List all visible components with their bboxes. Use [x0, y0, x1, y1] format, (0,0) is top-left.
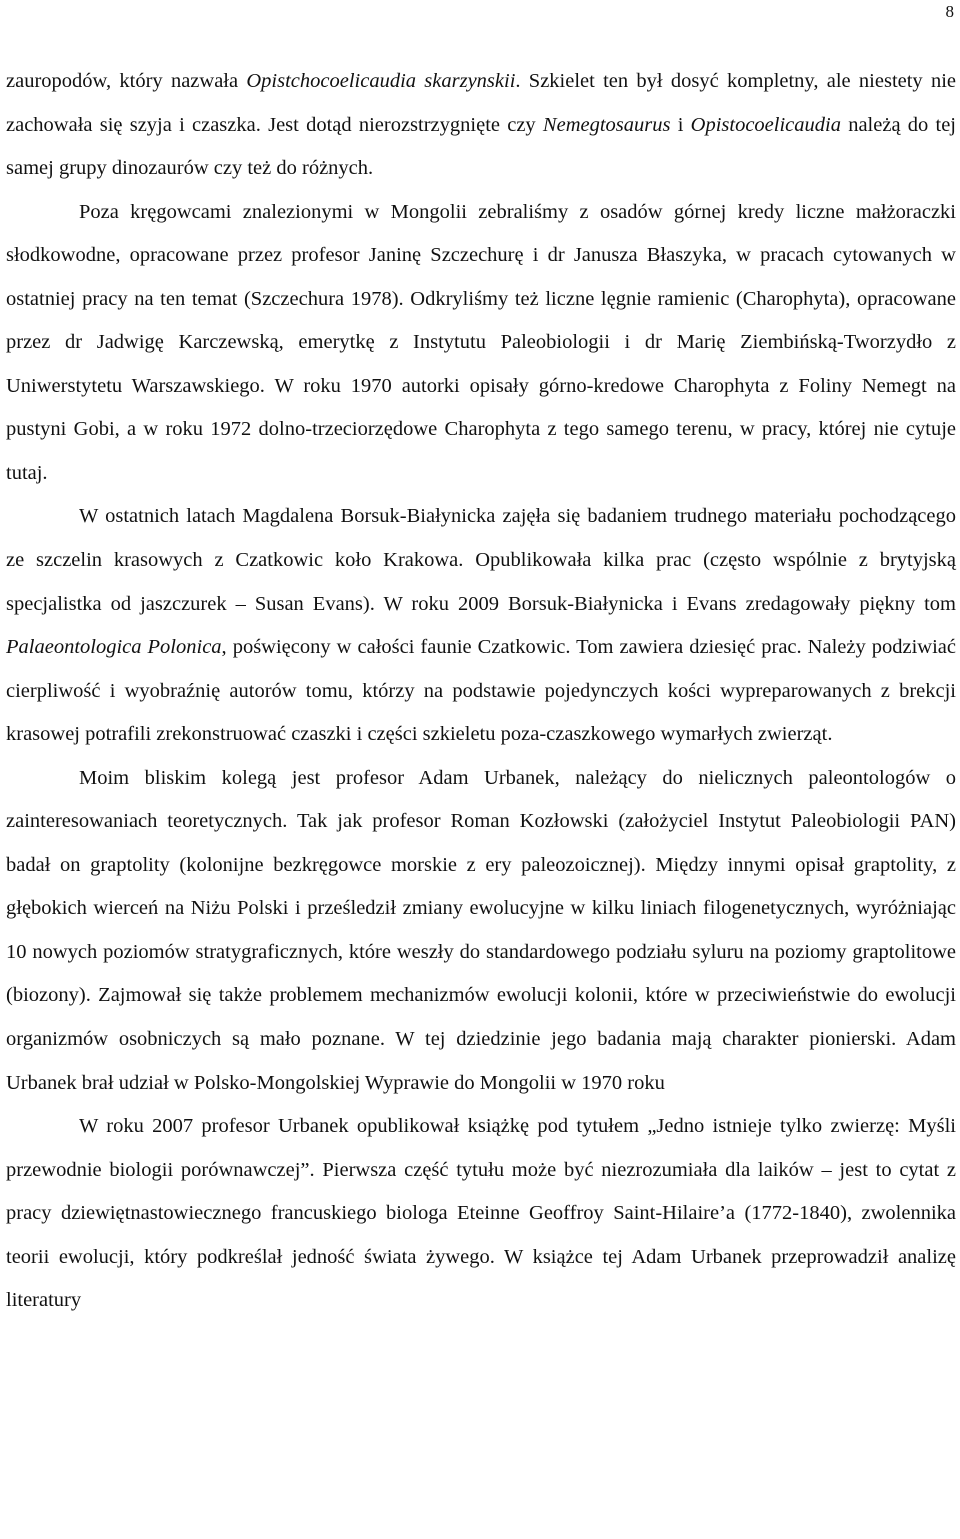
text-run: W ostatnich latach Magdalena Borsuk-Białynicka zajęła się badaniem trudnego materiału pochodzącego ze szczelin krasowych z Czatkowic koło Krakowa. Opublikowała kilka prac (często wspólnie z brytyjską specjalistka od jaszczurek – Susan Evans). W roku 2009 Borsuk-Białynicka i Evans zredagowały piękny tom: [6, 505, 956, 615]
text-run: i: [670, 113, 691, 136]
paragraph: [6, 191, 956, 496]
italic-text: Palaeontologica Polonica: [6, 636, 222, 659]
text-run: należą do tej samej grupy dinozaurów czy też do różnych.: [6, 113, 956, 180]
document-body: [6, 60, 956, 1323]
paragraph: [6, 60, 956, 191]
italic-text: Opistocoelicaudia: [690, 113, 841, 136]
text-run: Poza kręgowcami znalezionymi w Mongolii zebraliśmy z osadów górnej kredy liczne małżoraczki słodkowodne, opracowane przez profesor Janinę Szczechurę i dr Janusza Błaszyka, w pracach cytowanych w ostatniej pracy na ten temat (Szczechura 1978). Odkryliśmy też liczne lęgnie ramienic (Charophyta), opracowane przez dr Jadwigę Karczewską, emerytkę z Instytutu Paleobiologii i dr Marię Ziembińską-Tworzydło z Uniwerstytetu Warszawskiego. W roku 1970 autorki opisały górno-kredowe Charophyta z Foliny Nemegt na pustyni Gobi, a w roku 1972 dolno-trzeciorzędowe Charophyta z tego samego terenu, w pracy, której nie cytuje tutaj.: [6, 200, 956, 484]
italic-text: Opistchocoelicaudia skarzynskii: [246, 70, 516, 92]
text-run: zauropodów, który nazwała: [6, 70, 247, 92]
text-run: , poświęcony w całości faunie Czatkowic. Tom zawiera dziesięć prac. Należy podziwiać cierpliwość i wyobraźnię autorów tomu, którzy na podstawie pojedynczych kości wypreparowanych z brekcji krasowej potrafili zrekonstruować czaszki i części szkieletu poza-czaszkowego wymarłych zwierząt.: [6, 636, 956, 746]
paragraph: [6, 1105, 956, 1323]
paragraph: [6, 757, 956, 1105]
paragraph: [6, 495, 956, 756]
text-run: . Szkielet ten był dosyć kompletny, ale niestety nie zachowała się szyja i czaszka. Jest dotąd nierozstrzygnięte czy: [6, 70, 956, 136]
text-run: Moim bliskim kolegą jest profesor Adam Urbanek, należący do nielicznych paleontologów o zainteresowaniach teoretycznych. Tak jak profesor Roman Kozłowski (założyciel Instytut Paleobiologii PAN) badał on graptolity (kolonijne bezkręgowce morskie z ery paleozoicznej). Między innymi opisał graptolity, z głębokich wierceń na Niżu Polski i prześledził zmiany ewolucyjne w kilku liniach filogenetycznych, wyróżniając 10 nowych poziomów stratygraficznych, które weszły do standardowego podziału syluru na poziomy graptolitowe (biozony). Zajmował się także problemem mechanizmów ewolucji kolonii, które w przeciwieństwie do ewolucji organizmów osobniczych są mało poznane. W tej dziedzinie jego badania mają charakter pionierski. Adam Urbanek brał udział w Polsko-Mongolskiej Wyprawie do Mongolii w 1970 roku: [6, 766, 956, 1094]
text-run: W roku 2007 profesor Urbanek opublikował książkę pod tytułem „Jedno istnieje tylko zwierzę: Myśli przewodnie biologii porównawczej”. Pierwsza część tytułu może być niezrozumiała dla laików – jest to cytat z pracy dziewiętnastowiecznego francuskiego biologa Eteinne Geoffroy Saint-Hilaire’a (1772-1840), zwolennika teorii ewolucji, który podkreślał jedność świata żywego. W książce tej Adam Urbanek przeprowadził analizę literatury: [6, 1115, 956, 1312]
page-number: 8: [945, 2, 954, 21]
italic-text: Nemegtosaurus: [542, 113, 671, 136]
